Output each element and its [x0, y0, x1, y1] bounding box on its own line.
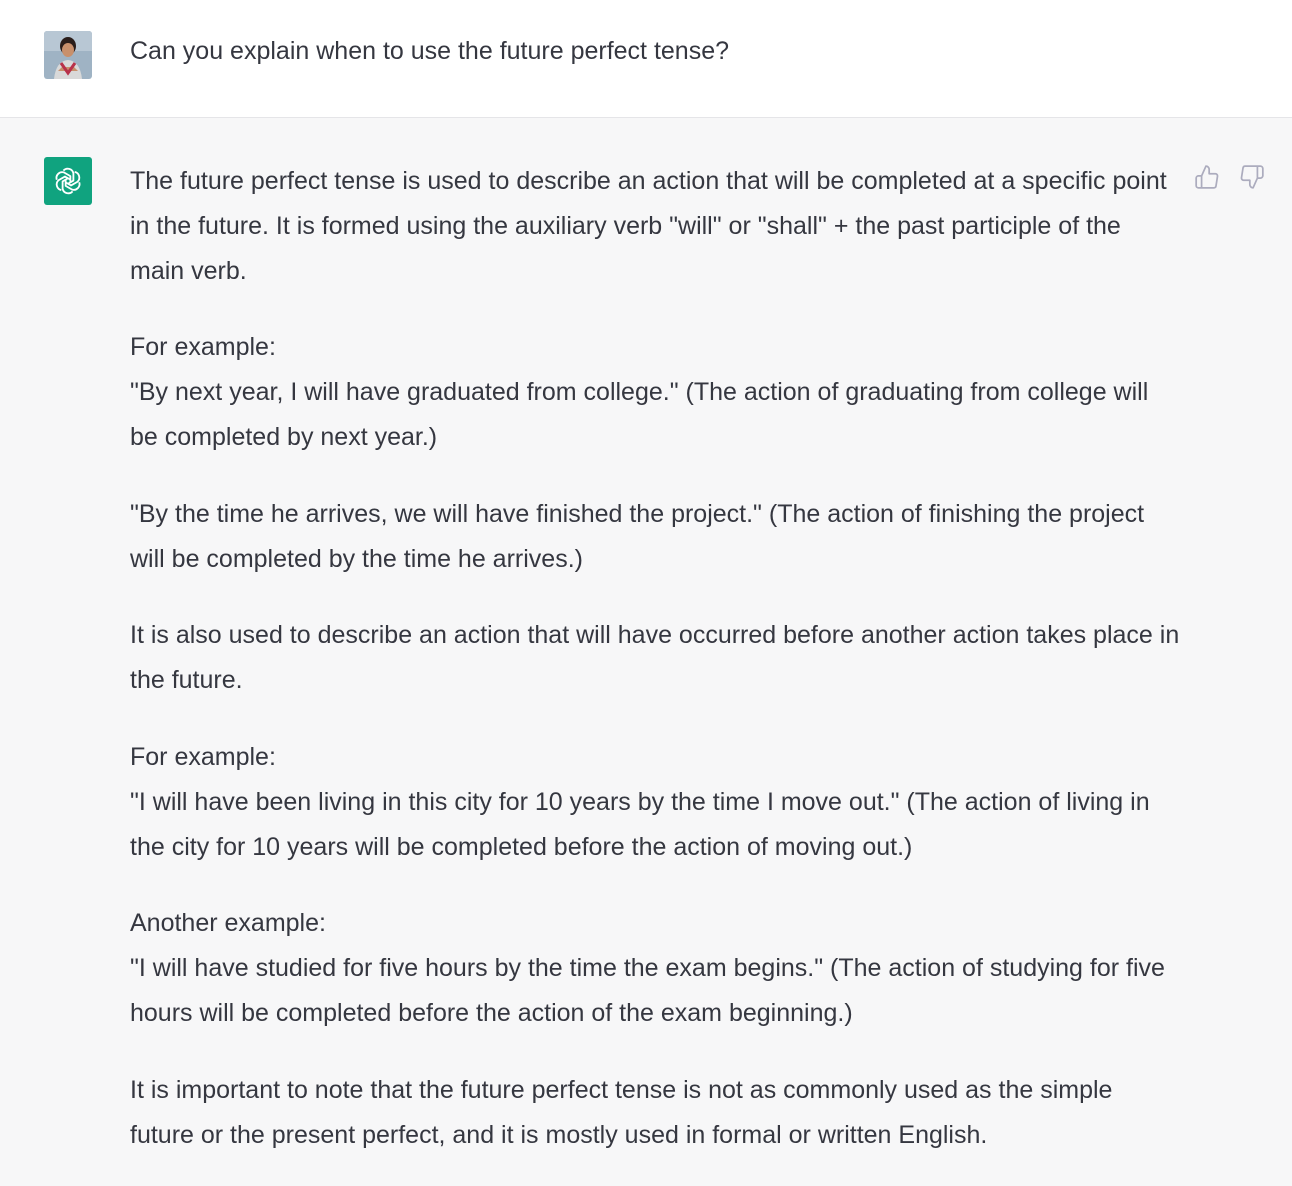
answer-line: "I will have been living in this city for 10 years by the time I move out." (The action of living in the city for 10 years will be completed before the action of moving out.): [130, 787, 1150, 861]
thumbs-up-button[interactable]: [1192, 162, 1222, 192]
answer-line: It is also used to describe an action that will have occurred before another action takes place in the future.: [130, 621, 1180, 695]
user-message-row: [0, 0, 1292, 118]
user-avatar-photo: [44, 31, 92, 79]
answer-paragraph: [130, 492, 1180, 582]
answer-paragraph: [130, 159, 1180, 293]
assistant-avatar: [44, 157, 92, 205]
answer-paragraph: [130, 901, 1180, 1035]
answer-paragraph: [130, 613, 1180, 703]
user-avatar: [44, 31, 92, 79]
answer-line: The future perfect tense is used to describe an action that will be completed at a specific point in the future. It is formed using the auxiliary verb "will" or "shall" + the past participle of the main verb.: [130, 167, 1167, 285]
thumbs-down-button[interactable]: [1237, 162, 1267, 192]
answer-paragraph: [130, 1068, 1180, 1158]
answer-line: "I will have studied for five hours by the time the exam begins." (The action of studying for five hours will be completed before the action of the exam beginning.): [130, 954, 1165, 1027]
answer-line: Another example:: [130, 909, 326, 938]
answer-paragraph: [130, 325, 1180, 459]
assistant-message-text: [130, 159, 1180, 1157]
openai-logo-icon: [51, 164, 85, 198]
answer-paragraph: [130, 735, 1180, 869]
answer-line: For example:: [130, 742, 276, 771]
thumbs-down-icon: [1239, 164, 1265, 190]
answer-line: "By next year, I will have graduated from college." (The action of graduating from college will be completed by next year.): [130, 378, 1149, 451]
answer-line: It is important to note that the future perfect tense is not as commonly used as the simple future or the present perfect, and it is mostly used in formal or written English.: [130, 1075, 1113, 1149]
user-message-text: Can you explain when to use the future perfect tense?: [130, 37, 729, 65]
thumbs-up-icon: [1194, 164, 1220, 190]
answer-line: "By the time he arrives, we will have finished the project." (The action of finishing the project will be completed by the time he arrives.): [130, 499, 1145, 573]
assistant-message-row: [0, 118, 1292, 1186]
answer-line: For example:: [130, 333, 276, 362]
